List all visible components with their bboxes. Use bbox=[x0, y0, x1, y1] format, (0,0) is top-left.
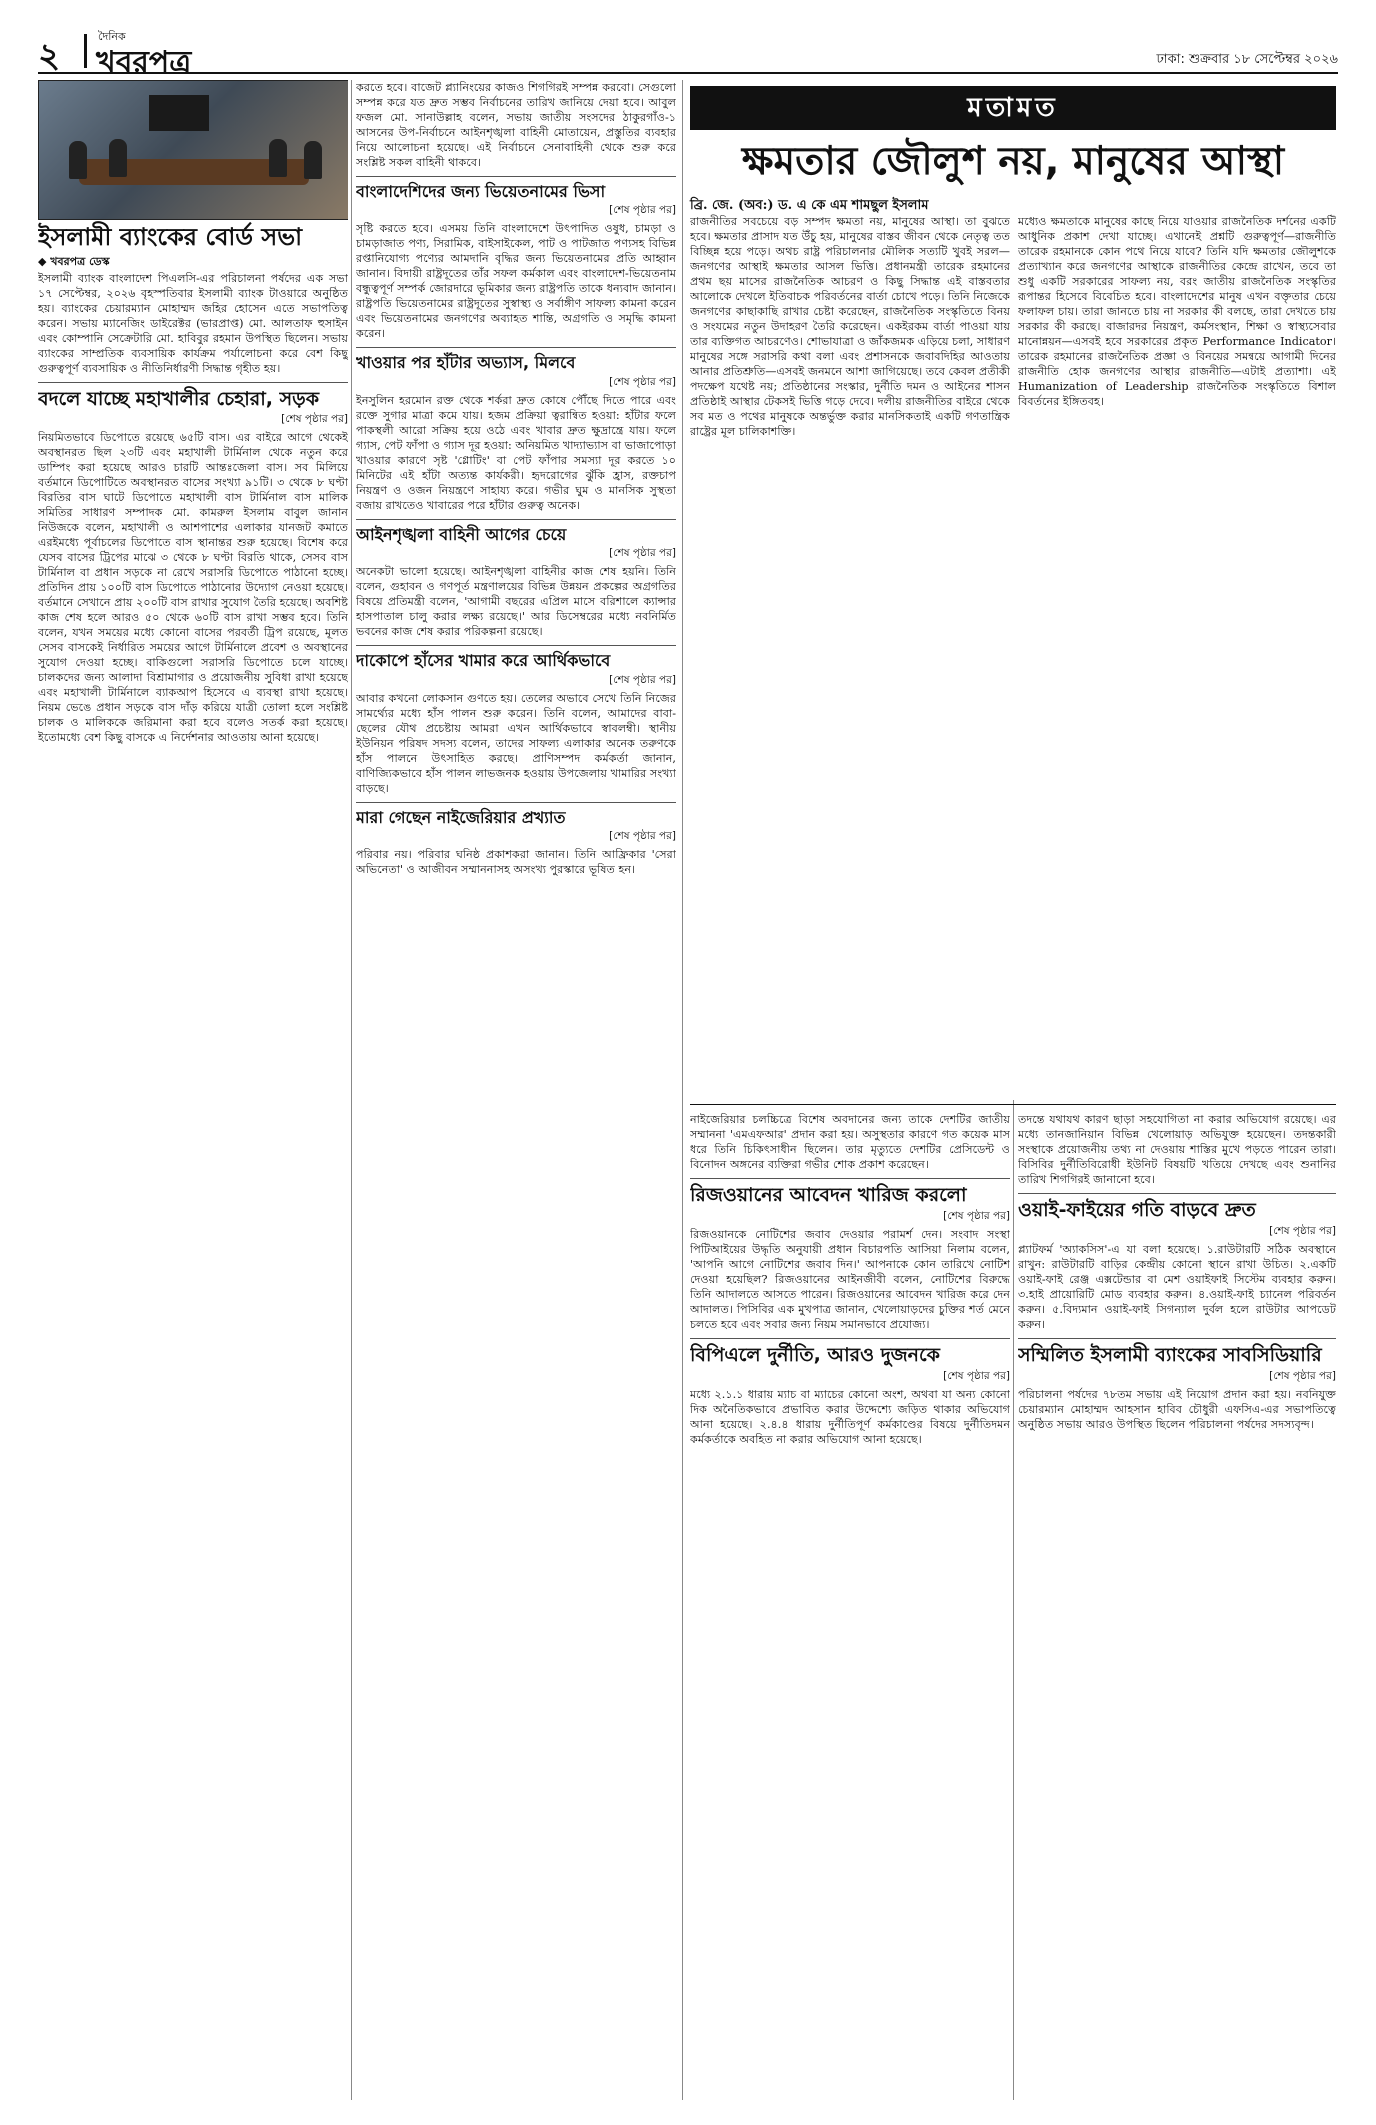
column-2 bbox=[356, 80, 676, 2100]
opinion-headline: ক্ষমতার জৌলুশ নয়, মানুষের আস্থা bbox=[741, 139, 1285, 184]
opinion-body-col1: রাজনীতির সবচেয়ে বড় সম্পদ ক্ষমতা নয়, মানুষের আস্থা। তা বুঝতে হবে। ক্ষমতার প্রাসাদ যত উঁচু হয়, মানুষের বাস্তব জীবন থেকে নেতৃত্ব তত বিচ্ছিন্ন হয়ে পড়ে। অথচ রাষ্ট্র পরিচালনার মৌলিক সত্যটি খুবই সরল—জনগণের আস্থাই ক্ষমতার আসল ভিত্তি। প্রধানমন্ত্রী তারেক রহমানের প্রথম ছয় মাসের রাজনৈতিক আচরণ ও কিছু সিদ্ধান্ত এই বাস্তবতার আলোকে দেখলে ইতিবাচক পরিবর্তনের বার্তা চোখে পড়ে। তিনি নিজেকে জনগণের কাছাকাছি রাখার চেষ্টা করেছেন, রাজনৈতিক সংস্কৃতিতে বিনয় ও সংযমের নতুন উদাহরণ তৈরি করেছেন। একইরকম বার্তা পাওয়া যায় তার ব্যক্তিগত আচরণেও। শোভাযাত্রা ও জাঁকজমক এড়িয়ে চলা, সাধারণ মানুষের সঙ্গে সরাসরি কথা বলা এবং প্রশাসনকে জবাবদিহির আওতায় আনার প্রতিশ্রুতি—এসবই জনমনে আশা জাগিয়েছে। তবে কেবল প্রতীকী পদক্ষেপ যথেষ্ট নয়; প্রতিষ্ঠানের সংস্কার, দুর্নীতি দমন ও আইনের শাসন প্রতিষ্ঠাই আস্থার টেকসই ভিত্তি গড়ে দেবে। দলীয় রাজনীতির বাইরে থেকে সব মত ও পথের মানুষকে অন্তর্ভুক্ত করার মানসিকতাই একটি গণতান্ত্রিক রাষ্ট্রের মূল চালিকাশক্তি। bbox=[690, 215, 1010, 438]
continuation-note: [শেষ পৃষ্ঠার পর] bbox=[943, 1369, 1010, 1382]
divider bbox=[1018, 1193, 1336, 1194]
headline: রিজওয়ানের আবেদন খারিজ করলো bbox=[690, 1184, 967, 1206]
article-body: ইসলামী ব্যাংক বাংলাদেশ পিএলসি-এর পরিচালনা পর্ষদের এক সভা ১৭ সেপ্টেম্বর, ২০২৬ বৃহস্পতিবার ইসলামী ব্যাংক টাওয়ারে অনুষ্ঠিত হয়। ব্যাংকের চেয়ারম্যান মোহাম্মদ জহির হোসেন এতে সভাপতিত্ব করেন। সভায় ম্যানেজিং ডাইরেক্টর (ভারপ্রাপ্ত) মো. আলতাফ হুসাইন এবং কোম্পানি সেক্রেটারি মো. হাবিবুর রহমান উপস্থিত ছিলেন। সভায় ব্যাংকের সাম্প্রতিক ব্যবসায়িক কার্যক্রম পর্যালোচনা করে বেশ কিছু গুরুত্বপূর্ণ ব্যবসায়িক ও নীতিনির্ধারণী সিদ্ধান্ত গৃহীত হয়। bbox=[38, 271, 348, 375]
article-body: নিয়মিতভাবে ডিপোতে রয়েছে ৬৫টি বাস। এর বাইরে আগে থেকেই অবস্থানরত ছিল ২৩টি এবং মহাখালী টার্মিনাল থেকে নতুন করে ডাম্পিং করা হয়েছে আরও চারটি আন্তঃজেলা বাস। সব মিলিয়ে বর্তমানে ডিপোটিতে অবস্থানরত বাসের সংখ্যা ৯১টি। ৩ থেকে ৮ ঘণ্টা বিরতির বাস ঘাটে ডিপোতে মহাখালী বাস টার্মিনাল বাস মালিক সমিতির সাধারণ সম্পাদক মো. কামরুল ইসলাম বাবুল জানান নিউজকে বলেন, মহাখালী ও আশপাশের এলাকার যানজট কমাতে এরইমধ্যে পূর্বাচলের ডিপোতে বাস স্থানান্তর শুরু হয়েছে। বিশেষ করে যেসব বাসের ট্রিপের মাঝে ৩ থেকে ৮ ঘণ্টা বিরতি থাকে, সেসব বাস টার্মিনাল বা প্রধান সড়কে না রেখে সরাসরি ডিপোতে পাঠানো হচ্ছে। প্রতিদিন প্রায় ১০০টি বাস ডিপোতে পাঠানোর উদ্যোগ নেওয়া হয়েছে। বর্তমানে সেখানে প্রায় ২০০টি বাস রাখার সুযোগ তৈরি হয়েছে। অবশিষ্ট কাজ শেষ হলে আরও ৫০ থেকে ৬০টি বাস রাখা সম্ভব হবে। তিনি বলেন, যখন সময়ের মধ্যে কোনো বাসের পরবর্তী ট্রিপ রয়েছে, মূলত সেসব বাসকেই নির্ধারিত সময়ের আগে টার্মিনালে প্রবেশ ও অবস্থানের সুযোগ দেওয়া হচ্ছে। বাকিগুলো সরাসরি ডিপোতে চলে যাচ্ছে। চালকদের জন্য আলাদা বিশ্রামাগার ও প্রয়োজনীয় সুবিধা রাখা হয়েছে এবং মহাখালী টার্মিনালে ব্যাকআপ হিসেবে এ ব্যবস্থা রাখা হয়েছে। নিয়ম ভেঙে প্রধান সড়কে বাস দাঁড় করিয়ে যাত্রী তোলা হলে সংশ্লিষ্ট চালক ও মালিককে জরিমানা করা হবে বলেও সতর্ক করা হয়েছে। ইতোমধ্যে বেশ কিছু বাসকে এ নির্দেশনার আওতায় আনা হয়েছে। bbox=[38, 431, 348, 745]
opinion-author: ব্রি. জে. (অব:) ড. এ কে এম শামছুল ইসলাম bbox=[690, 198, 929, 213]
article-body: নাইজেরিয়ার চলচ্চিত্রে বিশেষ অবদানের জন্য তাকে দেশটির জাতীয় সম্মাননা 'এমএফআর' প্রদান করা হয়। অসুস্থতার কারণে গত কয়েক মাস ধরে তিনি চিকিৎসাধীন ছিলেন। তার মৃত্যুতে দেশটির প্রেসিডেন্ট ও বিনোদন অঙ্গনের ব্যক্তিরা গভীর শোক প্রকাশ করেছেন। bbox=[690, 1113, 1010, 1171]
masthead bbox=[38, 28, 1338, 80]
article-body: সৃষ্টি করতে হবে। এসময় তিনি বাংলাদেশে উৎপাদিত ওষুধ, চামড়া ও চামড়াজাত পণ্য, সিরামিক, বাইসাইকেল, পাট ও পাটজাত পণ্যসহ বিভিন্ন রপ্তানিযোগ্য পণ্যের আমদানি বৃদ্ধির জন্য ভিয়েতনামের প্রতি আহ্বান জানান। বিদায়ী রাষ্ট্রদূতের তাঁর সফল কর্মকাল এবং বাংলাদেশ-ভিয়েতনাম বন্ধুত্বপূর্ণ সম্পর্ক জোরদারে ভূমিকার জন্য রাষ্ট্রপতি তাকে ধন্যবাদ জানান। রাষ্ট্রপতি ভিয়েতনামের রাষ্ট্রদূতের সুস্বাস্থ্য ও সর্বাঙ্গীণ সাফল্য কামনা করেন এবং ভিয়েতনামের জনগণের অব্যাহত শান্তি, অগ্রগতি ও সমৃদ্ধি কামনা করেন। bbox=[356, 222, 676, 341]
continuation-note: [শেষ পৃষ্ঠার পর] bbox=[609, 673, 676, 686]
headline: দাকোপে হাঁসের খামার করে আর্থিকভাবে bbox=[356, 651, 611, 671]
article-body: মধ্যে ২.১.১ ধারায় ম্যাচ বা ম্যাচের কোনো অংশ, অথবা যা অন্য কোনো দিক অনৈতিকভাবে প্রভাবিত করার উদ্দেশ্যে জড়িত থাকার অভিযোগ আনা হয়েছে। ২.৪.৪ ধারায় দুর্নীতিপূর্ণ কর্মকাণ্ডের বিষয়ে দুর্নীতিদমন কর্মকর্তাকে অবহিত না করার অভিযোগ আনা হয়েছে। bbox=[690, 1387, 1010, 1446]
screen-shape bbox=[149, 95, 209, 131]
person-shape bbox=[304, 141, 322, 179]
continuation-note: [শেষ পৃষ্ঠার পর] bbox=[609, 375, 676, 388]
divider bbox=[690, 1178, 1010, 1179]
headline: সম্মিলিত ইসলামী ব্যাংকের সাবসিডিয়ারি bbox=[1018, 1343, 1322, 1366]
opinion-body-col2: মধ্যেও ক্ষমতাকে মানুষের কাছে নিয়ে যাওয়ার রাজনৈতিক দর্শনের একটি আধুনিক প্রকাশ দেখা যাচ্ছে। এখানেই প্রশ্নটি গুরুত্বপূর্ণ—রাজনীতি তারেক রহমানকে কোন পথে নিয়ে যাবে? তিনি যদি ক্ষমতার জৌলুশকে প্রত্যাখ্যান করে জনগণের আস্থাকে রাজনীতির কেন্দ্রে রাখেন, তবে তা শুধু একটি সরকারের সাফল্য নয়, বরং জাতীয় রাজনৈতিক সংস্কৃতির রূপান্তর হিসেবে বিবেচিত হবে। বাংলাদেশের মানুষ এখন বক্তৃতার চেয়ে ফলাফল চায়। তারা জানতে চায় না সরকার কী বলছে, তারা দেখতে চায় সরকার কী করছে। বাজারদর নিয়ন্ত্রণ, কর্মসংস্থান, শিক্ষা ও স্বাস্থ্যসেবার মানোন্নয়ন—এসবই হবে সরকারের প্রকৃত Performance Indicator। তারেক রহমানের রাজনৈতিক প্রজ্ঞা ও বিনয়ের সমন্বয়ে আগামী দিনের রাজনীতি হোক জনগণের আস্থার রাজনীতি—এটাই প্রত্যাশা। এই Humanization of Leadership রাজনৈতিক সংস্কৃতিতে বিশাল বিবর্তনের ইঙ্গিতবহ। bbox=[1018, 215, 1336, 408]
person-shape bbox=[109, 139, 127, 177]
person-shape bbox=[69, 141, 87, 179]
divider bbox=[1018, 1338, 1336, 1339]
board-meeting-photo bbox=[38, 80, 348, 220]
person-shape bbox=[269, 139, 287, 177]
continuation-note: [শেষ পৃষ্ঠার পর] bbox=[1269, 1369, 1336, 1382]
column-1 bbox=[38, 80, 348, 2100]
dateline: ঢাকা: শুক্রবার ১৮ সেপ্টেম্বর ২০২৬ bbox=[1156, 52, 1338, 67]
brand-logo: খবরপত্র bbox=[96, 45, 192, 80]
headline: আইনশৃঙ্খলা বাহিনী আগের চেয়ে bbox=[356, 524, 567, 544]
divider bbox=[356, 519, 676, 520]
lower-column-2 bbox=[1018, 1112, 1336, 2102]
headline: ওয়াই-ফাইয়ের গতি বাড়বে দ্রুত bbox=[1018, 1199, 1256, 1221]
divider bbox=[356, 802, 676, 803]
divider bbox=[38, 382, 348, 383]
divider bbox=[356, 645, 676, 646]
article-body: ইনসুলিন হরমোন রক্ত থেকে শর্করা দ্রুত কোষে পৌঁছে দিতে পারে এবং রক্তে সুগার মাত্রা কমে যায়। হজম প্রক্রিয়া ত্বরান্বিত হওয়া: হাঁটার ফলে পাকস্থলী আরো সক্রিয় হয়ে ওঠে এবং খাবার দ্রুত ক্ষুদ্রান্ত্রে যায়। ফলে গ্যাস, পেট ফাঁপা ও গ্যাস দূর হওয়া: অনিয়মিত খাদ্যাভ্যাস বা ভাজাপোড়া খাওয়ার কারণে সৃষ্ট 'গ্লোটিং' বা পেট ফাঁপার সমস্যা দূর করতে ১০ মিনিটের এই হাঁটা অত্যন্ত কার্যকরী। হৃদরোগের ঝুঁকি হ্রাস, রক্তচাপ নিয়ন্ত্রণ ও ওজন নিয়ন্ত্রণে সাহায্য করে। গভীর ঘুম ও মানসিক সুস্থতা বজায় রাখতেও খাবারের পরে হাঁটার গুরুত্ব অনেক। bbox=[356, 393, 676, 512]
section-banner: মতামত bbox=[690, 86, 1336, 130]
article-body: পরিবার নয়। পরিবার ঘনিষ্ঠ প্রকাশকরা জানান। তিনি আফ্রিকার 'সেরা অভিনেতা' ও আজীবন সম্মাননাসহ অসংখ্য পুরস্কারে ভূষিত হন। bbox=[356, 847, 676, 876]
continuation-note: [শেষ পৃষ্ঠার পর] bbox=[609, 829, 676, 842]
continuation-note: [শেষ পৃষ্ঠার পর] bbox=[609, 204, 676, 217]
article-body: আবার কখনো লোকসান গুণতে হয়। তেলের অভাবে সেখে তিনি নিজের সামর্থ্যের মধ্যে হাঁস পালন শুরু করেন। তিনি বলেন, আমাদের বাবা-ছেলের যৌথ প্রচেষ্টায় আমরা এখন আর্থিকভাবে স্বাবলম্বী। স্থানীয় ইউনিয়ন পরিষদ সদস্য বলেন, তাদের সাফল্য এলাকার অনেক তরুণকে হাঁস পালনে উৎসাহিত করছে। প্রাণিসম্পদ কর্মকর্তা জানান, বাণিজ্যিকভাবে হাঁস পালন লাভজনক হওয়ায় উপজেলায় খামারির সংখ্যা বাড়ছে। bbox=[356, 691, 676, 795]
article-body: পরিচালনা পর্ষদের ৭৮তম সভায় এই নিয়োগ প্রদান করা হয়। নবনিযুক্ত চেয়ারম্যান মোহাম্মদ আহসান হাবিব চৌধুরী এফসিএ-এর সভাপতিত্বে অনুষ্ঠিত সভায় আরও উপস্থিত ছিলেন পরিচালনা পর্ষদের সদস্যবৃন্দ। bbox=[1018, 1387, 1336, 1431]
column-rule bbox=[1013, 1100, 1014, 2100]
byline: ◆ খবরপত্র ডেস্ক bbox=[38, 254, 110, 268]
article-body: করতে হবে। বাজেট প্ল্যানিংয়ের কাজও শিগগিরই সম্পন্ন করবো। সেগুলো সম্পন্ন করে যত দ্রুত সম্ভব নির্বাচনের তারিখ জানিয়ে দেয়া হবে। আবুল ফজল মো. সানাউল্লাহ বলেন, সভায় জাতীয় সংসদের ঠাকুরগাঁও-১ আসনের উপ-নির্বাচনে আইনশৃঙ্খলা বাহিনী মোতায়েন, প্রস্তুতির ব্যবহার নিয়ে আলোচনা হয়েছে। এই নির্বাচনে সেনাবাহিনী থেকে শুরু করে সংশ্লিষ্ট সকল বাহিনী থাকবে। bbox=[356, 81, 676, 169]
brand-prefix: দৈনিক bbox=[98, 30, 126, 43]
article-body: রিজওয়ানকে নোটিশের জবাব দেওয়ার পরামর্শ দেন। সংবাদ সংস্থা পিটিআইয়ের উদ্ধৃতি অনুযায়ী প্রধান বিচারপতি আসিয়া নিলাম বলেন, 'আপনি আগে নোটিশের জবাব দিন।' আপনাকে কোন তারিখে নোটিশ দেওয়া হয়েছিল? রিজওয়ানের আইনজীবী বলেন, নোটিশের বিরুদ্ধে তিনি আদালতে আসতে পারেন। রিজওয়ানের আবেদন খারিজ করে দেন আদালত। পিসিবির এক মুখপাত্র জানান, খেলোয়াড়দের চুক্তির শর্ত মেনে চলতে হবে এবং সবার জন্য নিয়ম সমানভাবে প্রযোজ্য। bbox=[690, 1227, 1010, 1331]
continuation-note: [শেষ পৃষ্ঠার পর] bbox=[1269, 1224, 1336, 1237]
article-body: প্ল্যাটফর্ম 'অ্যাকসিস'-এ যা বলা হয়েছে। ১.রাউটারটি সঠিক অবস্থানে রাখুন: রাউটারটি বাড়ির কেন্দ্রীয় কোনো স্থানে রাখা উচিত। ২.একটি ওয়াই-ফাই রেঞ্জ এক্সটেন্ডার বা মেশ ওয়াইফাই সিস্টেম ব্যবহার করুন। ৩.হাই প্রায়োরিটি মোড ব্যবহার করুন। ৪.ওয়াই-ফাই চ্যানেল পরিবর্তন করুন। ৫.বিদ্যমান ওয়াই-ফাই সিগন্যাল দুর্বল হলে রাউটার আপডেট করুন। bbox=[1018, 1242, 1336, 1331]
section-divider bbox=[690, 1104, 1336, 1105]
article-body: তদন্তে যথাযথ কারণ ছাড়া সহযোগিতা না করার অভিযোগ রয়েছে। এর মধ্যে তানজানিয়ান বিভিন্ন খেলোয়াড় অভিযুক্ত হয়েছেন। তদন্তকারী সংস্থাকে প্রয়োজনীয় তথ্য না দেওয়ায় শাস্তির মুখে পড়তে পারেন তারা। বিসিবির দুর্নীতিবিরোধী ইউনিট বিষয়টি খতিয়ে দেখছে এবং শুনানির তারিখ শিগগিরই জানানো হবে। bbox=[1018, 1113, 1336, 1186]
divider bbox=[690, 1338, 1010, 1339]
lower-column-1 bbox=[690, 1112, 1010, 2102]
headline: বদলে যাচ্ছে মহাখালীর চেহারা, সড়ক bbox=[38, 387, 319, 410]
divider bbox=[356, 347, 676, 348]
continuation-note: [শেষ পৃষ্ঠার পর] bbox=[943, 1209, 1010, 1222]
headline: বাংলাদেশিদের জন্য ভিয়েতনামের ভিসা bbox=[356, 182, 606, 201]
continuation-note: [শেষ পৃষ্ঠার পর] bbox=[281, 413, 348, 426]
page-number: ২ bbox=[38, 36, 61, 76]
continuation-note: [শেষ পৃষ্ঠার পর] bbox=[609, 547, 676, 560]
headline: খাওয়ার পর হাঁটার অভ্যাস, মিলবে bbox=[356, 353, 576, 373]
column-rule bbox=[351, 80, 352, 2100]
headline: ইসলামী ব্যাংকের বোর্ড সভা bbox=[38, 223, 303, 251]
divider bbox=[356, 176, 676, 177]
article-body: অনেকটা ভালো হয়েছে। আইনশৃঙ্খলা বাহিনীর কাজ শেষ হয়নি। তিনি বলেন, গুহাবন ও গণপূর্ত মন্ত্রণালয়ের বিভিন্ন উন্নয়ন প্রকল্পের অগ্রগতির বিষয়ে প্রতিমন্ত্রী বলেন, 'আগামী বছরের এপ্রিল মাসে বরিশালে ক্যান্সার হাসপাতাল চালু করার লক্ষ্য রয়েছে।' আর ডিসেম্বরের মধ্যে নবনির্মিত ভবনের কাজ শেষ করার পরিকল্পনা রয়েছে। bbox=[356, 565, 676, 639]
masthead-divider bbox=[84, 34, 87, 68]
headline: মারা গেছেন নাইজেরিয়ার প্রখ্যাত bbox=[356, 807, 566, 827]
column-rule bbox=[682, 80, 683, 2100]
headline: বিপিএলে দুর্নীতি, আরও দুজনকে bbox=[690, 1343, 940, 1366]
